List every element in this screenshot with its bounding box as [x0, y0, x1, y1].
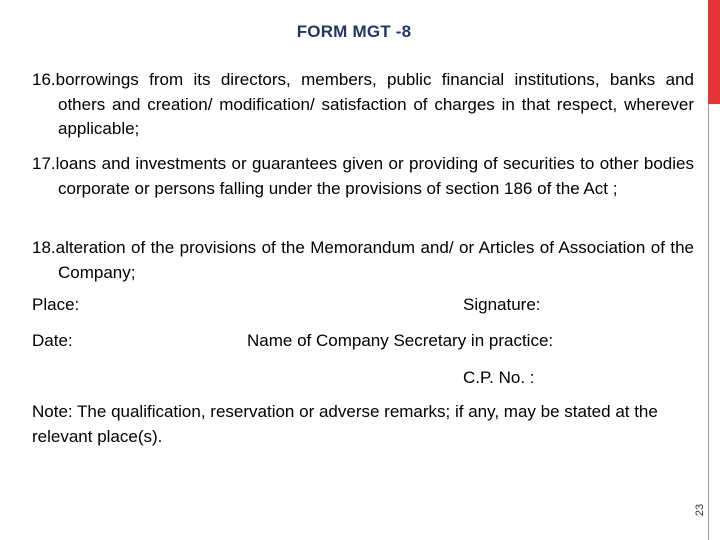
item-16: 16.borrowings from its directors, members, public financial institutions, banks and others and creation/ modification/ satisfaction of charges in that respect, wherever applicable;: [32, 70, 694, 138]
date-label: Date:: [32, 331, 73, 350]
signature-label: Signature:: [463, 295, 541, 314]
page-number: 23: [694, 503, 706, 517]
place-label: Place:: [32, 295, 80, 314]
side-rule: [708, 104, 709, 540]
page-title: FORM MGT -8: [296, 22, 412, 41]
company-secretary-name-label: Name of Company Secretary in practice:: [247, 331, 554, 350]
accent-bar: [708, 0, 720, 104]
item-17: 17.loans and investments or guarantees given or providing of securities to other bodies corporate or persons falling under the provisions of section 186 of the Act ;: [32, 154, 694, 198]
cp-number-label: C.P. No. :: [463, 368, 535, 387]
note-text: Note: The qualification, reservation or adverse remarks; if any, may be stated at the relevant place(s).: [32, 402, 658, 446]
item-18: 18.alteration of the provisions of the Memorandum and/ or Articles of Association of the Company;: [32, 238, 694, 282]
